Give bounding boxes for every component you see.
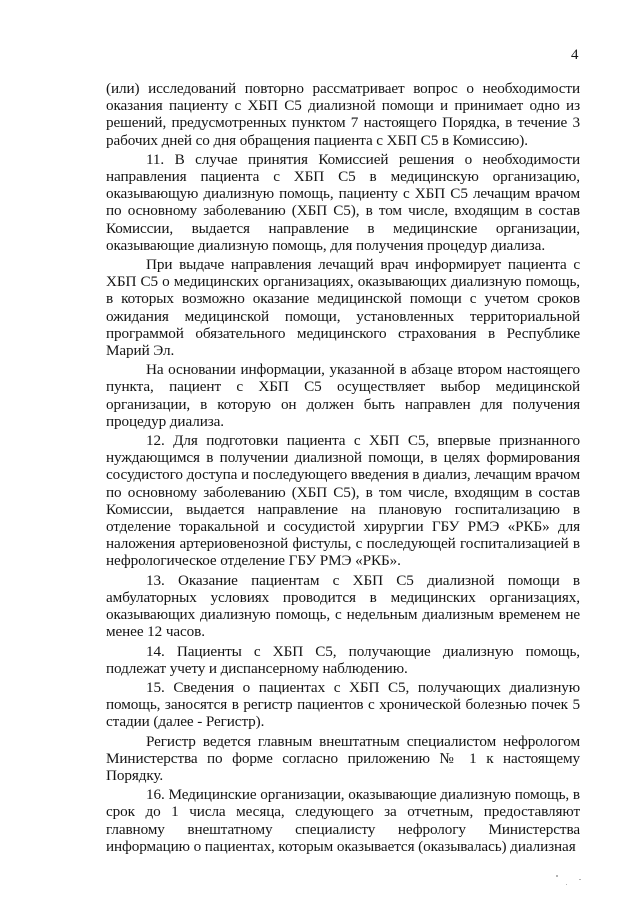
- paragraph-item-14: 14. Пациенты с ХБП С5, получающие диализную помощь, подлежат учету и диспансерному наблюдению.: [106, 642, 580, 677]
- paragraph-item-16: 16. Медицинские организации, оказывающие диализную помощь, в срок до 1 числа месяца, следующего за отчетным, предоставляют главному внештатному специалисту нефрологу Министерства информацию о пациентах, которым оказывается (оказывалась) диализная: [106, 786, 580, 855]
- document-body: [106, 80, 580, 857]
- paragraph-item-15: 15. Сведения о пациентах с ХБП С5, получающих диализную помощь, заносятся в регистр пациентов с хронической болезнью почек 5 стадии (далее - Регистр).: [106, 678, 580, 731]
- scan-speck: [556, 875, 558, 877]
- paragraph-continuation: (или) исследований повторно рассматривает вопрос о необходимости оказания пациенту с ХБП С5 диализной помощи и принимает одно из решений, предусмотренных пунктом 7 настоящего Порядка, в течение 3 рабочих дней со дня обращения пациента с ХБП С5 в Комиссию).: [106, 80, 580, 149]
- paragraph-item-13: 13. Оказание пациентам с ХБП С5 диализной помощи в амбулаторных условиях проводится в медицинских организациях, оказывающих диализную помощь, с недельным диализным временем не менее 12 часов.: [106, 571, 580, 641]
- paragraph-organization-choice: На основании информации, указанной в абзаце втором настоящего пункта, пациент с ХБП С5 осуществляет выбор медицинской организации, в которую он должен быть направлен для получения процедур диализа.: [106, 361, 580, 430]
- scan-speck: [579, 879, 581, 880]
- paragraph-item-11: 11. В случае принятия Комиссией решения о необходимости направления пациента с ХБП С5 в медицинскую организацию, оказывающую диализную помощь, пациенту с ХБП С5 лечащим врачом по основному заболеванию (ХБП С5), в том числе, входящим в состав Комиссии, выдается направление в медицинские организации, оказывающие диализную помощь, для получения процедур диализа.: [106, 150, 580, 254]
- paragraph-registry: Регистр ведется главным внештатным специалистом нефрологом Министерства по форме согласно приложению № 1 к настоящему Порядку.: [106, 732, 580, 784]
- paragraph-referral-info: При выдаче направления лечащий врач информирует пациента с ХБП С5 о медицинских организациях, оказывающих диализную помощь, в которых возможно оказание медицинской помощи с учетом сроков ожидания медицинской помощи, установленных территориальной программой обязательного медицинского страхования в Республике Марий Эл.: [106, 256, 580, 360]
- page-number: 4: [571, 47, 579, 63]
- paragraph-item-12: 12. Для подготовки пациента с ХБП С5, впервые признанного нуждающимся в получении диализной помощи, в целях формирования сосудистого доступа и последующего введения в диализ, лечащим врачом по основному заболеванию (ХБП С5), в том числе, входящим в состав Комиссии, выдается направление на плановую госпитализацию в отделение торакальной и сосудистой хирургии ГБУ РМЭ «РКБ» для наложения артериовенозной фистулы, с последующей госпитализацией в нефрологическое отделение ГБУ РМЭ «РКБ».: [106, 432, 580, 570]
- scan-speck: [566, 884, 567, 885]
